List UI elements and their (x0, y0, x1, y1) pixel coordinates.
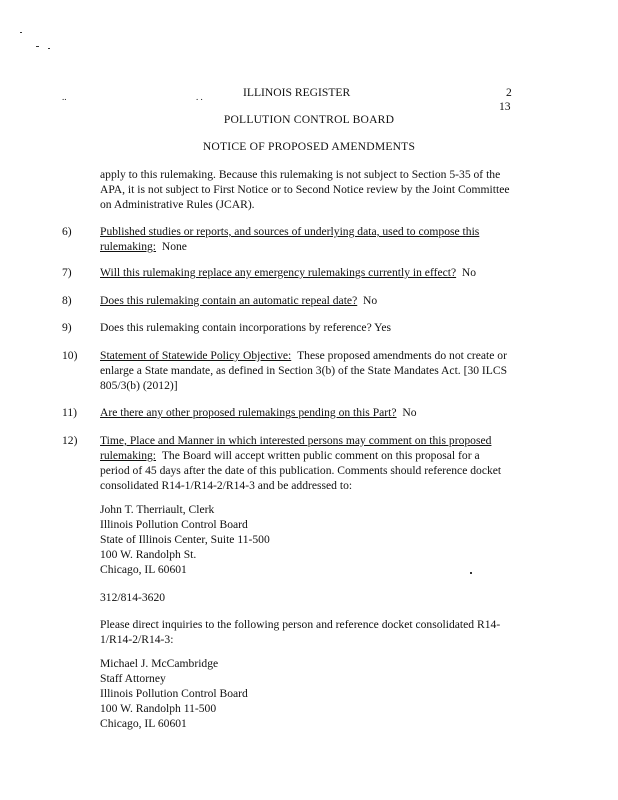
item-8-text (100, 293, 510, 308)
item-10-body: These proposed amendments do not create or enlarge a State mandate, as defined in Section 3(b) of the State Mandates Act. [30 ILCS 805/3(b) (2012)] (100, 349, 508, 392)
item-9-text (100, 320, 510, 335)
item-12-heading: Time, Place and Manner in which interested persons may comment on this proposed rulemaking: (100, 434, 492, 462)
staff-address-line: Chicago, IL 60601 (100, 717, 187, 730)
clerk-address-line: Illinois Pollution Control Board (100, 518, 248, 531)
phone-number: 312/814-3620 (100, 591, 166, 604)
item-number: 6) (62, 225, 72, 238)
staff-address-line: Staff Attorney (100, 672, 166, 685)
item-number: 12) (62, 434, 78, 447)
item-12-body: The Board will accept written public comment on this proposal for a period of 45 days after the date of this publication. Comments should reference docket consolidated R14-1/R14-2/R14-3 and be addressed to: (100, 449, 502, 492)
header-mid-marks: . . (196, 92, 203, 102)
item-7-answer: No (461, 266, 477, 279)
continuation-line-3: on Administrative Rules (JCAR). (100, 198, 255, 211)
clerk-address-line: Chicago, IL 60601 (100, 563, 187, 576)
item-number: 7) (62, 266, 72, 279)
inquiries-text: Please direct inquiries to the following person and reference docket consolidated R14-1/R14-2/R14-3: (100, 618, 501, 646)
item-number: 9) (62, 321, 72, 334)
item-8-question: Does this rulemaking contain an automatic repeal date? (100, 294, 358, 307)
item-9-answer: Does this rulemaking contain incorporations by reference? Yes (100, 321, 392, 334)
item-10-text (100, 348, 510, 393)
item-6-answer: None (161, 240, 187, 253)
item-7-text (100, 265, 510, 280)
item-number: 11) (62, 406, 78, 419)
page-subnumber: 13 (499, 100, 511, 113)
clerk-address-line: 100 W. Randolph St. (100, 548, 197, 561)
item-number: 8) (62, 294, 72, 307)
item-8-answer: No (363, 294, 378, 307)
item-6-question: Published studies or reports, and sources of underlying data, used to compose this rulemaking: (100, 225, 480, 253)
clerk-address-line: John T. Therriault, Clerk (100, 503, 215, 516)
item-12-text (100, 433, 510, 493)
register-title: ILLINOIS REGISTER (243, 86, 351, 99)
scan-speck (48, 48, 50, 49)
item-number: 10) (62, 349, 78, 362)
continuation-line-2: APA, it is not subject to First Notice or to Second Notice review by the Joint Committee (100, 183, 510, 196)
board-name: POLLUTION CONTROL BOARD (223, 113, 395, 126)
continuation-line-1: apply to this rulemaking. Because this rulemaking is not subject to Section 5-35 of the (100, 168, 501, 181)
staff-address-line: 100 W. Randolph 11-500 (100, 702, 217, 715)
staff-address-line: Illinois Pollution Control Board (100, 687, 248, 700)
item-11-question: Are there any other proposed rulemakings pending on this Part? (100, 406, 397, 419)
header-left-marks: .. (62, 92, 67, 102)
page-number: 2 (506, 86, 512, 99)
clerk-address-line: State of Illinois Center, Suite 11-500 (100, 533, 270, 546)
item-11-text (100, 405, 510, 420)
scan-speck (20, 32, 22, 33)
scan-speck (36, 46, 39, 47)
scan-speck (470, 572, 472, 574)
item-10-heading: Statement of Statewide Policy Objective: (100, 349, 292, 362)
notice-title: NOTICE OF PROPOSED AMENDMENTS (202, 140, 416, 153)
staff-address-line: Michael J. McCambridge (100, 657, 219, 670)
item-11-answer: No (402, 406, 417, 419)
item-7-question: Will this rulemaking replace any emergency rulemakings currently in effect? (100, 266, 457, 279)
item-6-text (100, 224, 510, 254)
